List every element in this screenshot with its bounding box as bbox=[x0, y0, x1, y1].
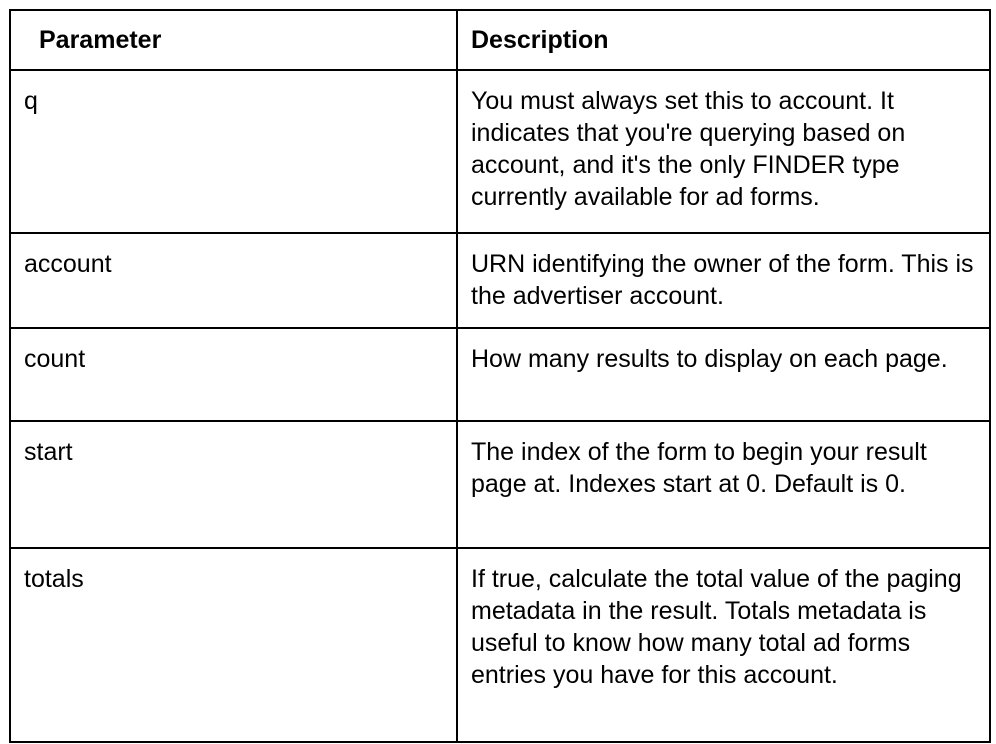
table-row bbox=[10, 233, 990, 328]
table-row bbox=[10, 421, 990, 548]
table-row bbox=[10, 548, 990, 742]
parameter-cell: count bbox=[10, 328, 457, 421]
table-row bbox=[10, 70, 990, 233]
parameter-table-container bbox=[9, 9, 991, 743]
table-header-row bbox=[10, 10, 990, 70]
parameter-cell: totals bbox=[10, 548, 457, 742]
table-row bbox=[10, 328, 990, 421]
description-cell: You must always set this to account. It indicates that you're querying based on account, and it's the only FINDER type currently available for ad forms. bbox=[457, 70, 990, 233]
header-parameter: Parameter bbox=[10, 10, 457, 70]
header-description: Description bbox=[457, 10, 990, 70]
parameter-cell: q bbox=[10, 70, 457, 233]
parameter-cell: account bbox=[10, 233, 457, 328]
description-cell: The index of the form to begin your result page at. Indexes start at 0. Default is 0. bbox=[457, 421, 990, 548]
description-cell: URN identifying the owner of the form. This is the advertiser account. bbox=[457, 233, 990, 328]
description-cell: How many results to display on each page. bbox=[457, 328, 990, 421]
parameter-cell: start bbox=[10, 421, 457, 548]
description-cell: If true, calculate the total value of the paging metadata in the result. Totals metadata is useful to know how many total ad forms entries you have for this account. bbox=[457, 548, 990, 742]
parameter-table bbox=[9, 9, 991, 743]
